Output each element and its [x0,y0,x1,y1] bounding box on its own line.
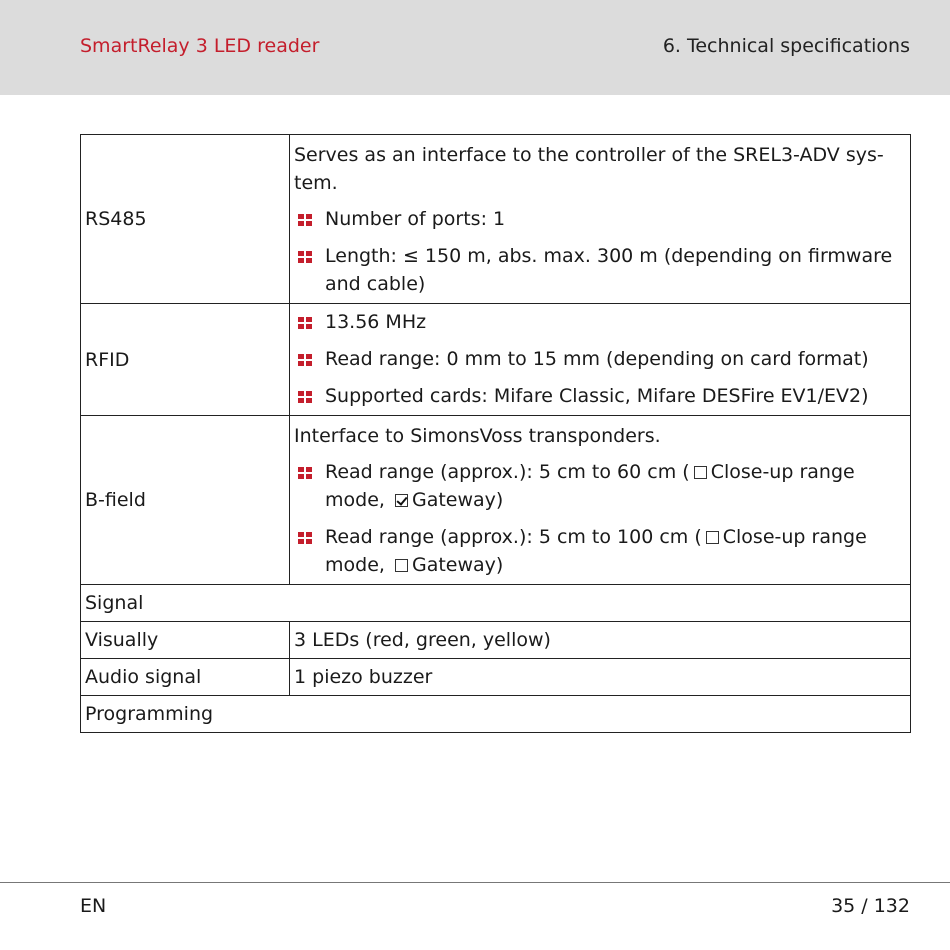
table-row-rs485 [81,135,911,304]
rs485-intro: Serves as an interface to the controller of the SREL3-ADV sys-tem. [294,144,884,194]
table-row-visually [81,622,911,659]
document-title: SmartRelay 3 LED reader [80,35,320,57]
option-text: Close-up range mode, [325,526,867,576]
bullet-text: Number of ports: 1 [325,208,506,230]
row-value [290,304,911,416]
bullet-text: Length: ≤ 150 m, abs. max. 300 m (depending on firmware and cable) [325,245,893,295]
table-row-rfid [81,304,911,416]
bullet-icon [298,467,312,479]
row-value [290,416,911,585]
table-row-bfield [81,416,911,585]
table-row-programming [81,696,911,733]
list-item [294,382,906,410]
row-label: Audio signal [81,659,290,696]
language-label: EN [80,895,107,917]
bullet-icon [298,354,312,366]
bullet-text: Read range: 0 mm to 15 mm (depending on card format) [325,348,869,370]
section-heading: Programming [81,696,911,733]
row-label: Visually [81,622,290,659]
list-item [294,458,906,514]
list-item [294,523,906,579]
page-header [0,0,950,95]
bullet-icon [298,317,312,329]
row-label: B-field [81,416,290,585]
bullet-icon [298,251,312,263]
row-label: RFID [81,304,290,416]
footer-divider [0,882,950,883]
checkbox-checked-icon [395,494,408,507]
bullet-text: 13.56 MHz [325,311,427,333]
checkbox-unchecked-icon [706,531,719,544]
option-text: Gateway) [411,554,504,576]
bullet-icon [298,532,312,544]
bullet-text: Read range (approx.): 5 cm to 100 cm ( [325,526,702,548]
list-item [294,308,906,336]
page-number: 35 / 132 [831,895,910,917]
checkbox-unchecked-icon [395,559,408,572]
list-item [294,205,906,233]
specifications-table [80,134,911,733]
row-value: 1 piezo buzzer [290,659,911,696]
bullet-text: Supported cards: Mifare Classic, Mifare DESFire EV1/EV2) [325,385,869,407]
bullet-text: Read range (approx.): 5 cm to 60 cm ( [325,461,690,483]
bullet-icon [298,391,312,403]
table-row-signal [81,585,911,622]
checkbox-unchecked-icon [694,466,707,479]
bfield-intro: Interface to SimonsVoss transponders. [294,425,661,447]
bullet-icon [298,214,312,226]
option-text: Gateway) [411,489,504,511]
table-row-audio [81,659,911,696]
row-label: RS485 [81,135,290,304]
row-value [290,135,911,304]
option-text: Close-up range mode, [325,461,855,511]
list-item [294,345,906,373]
section-title: 6. Technical specifications [662,35,910,57]
row-value: 3 LEDs (red, green, yellow) [290,622,911,659]
list-item [294,242,906,298]
section-heading: Signal [81,585,911,622]
